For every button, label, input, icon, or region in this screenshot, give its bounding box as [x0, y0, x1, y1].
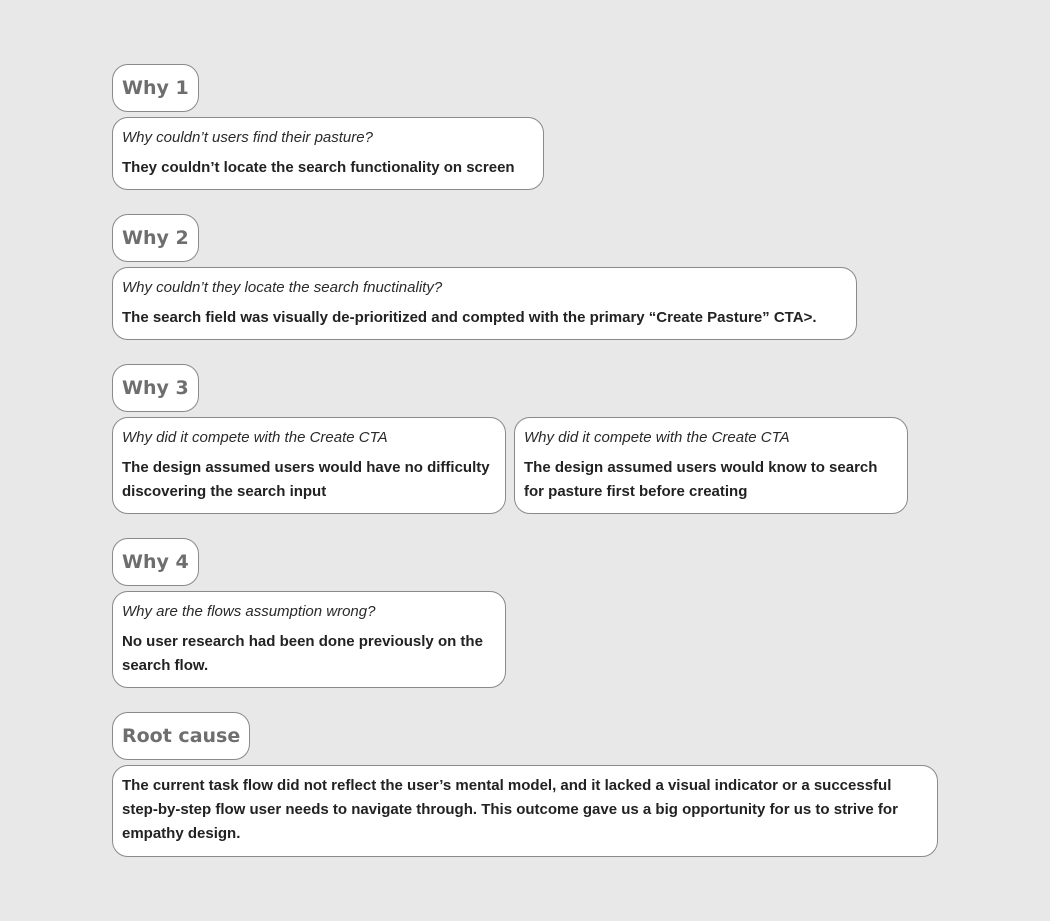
why-4-card [112, 591, 506, 688]
why-4-answer: No user research had been done previously on the search flow. [122, 633, 483, 674]
why-3a-answer: The design assumed users would have no difficulty discovering the search input [122, 459, 490, 500]
why-1-card [112, 117, 544, 190]
why-2-answer: The search field was visually de-prioritized and compted with the primary “Create Pasture” CTA>. [122, 309, 817, 326]
why-3-card-b [514, 417, 908, 514]
root-cause-text: The current task flow did not reflect the user’s mental model, and it lacked a visual indicator or a successful step-by-step flow user needs to navigate through. This outcome gave us a big opportunity for us to strive for empathy design. [122, 777, 898, 842]
why-2-question: Why couldn’t they locate the search fnuctinality? [122, 279, 443, 296]
why-3-label: Why 3 [112, 364, 199, 412]
why-1-label: Why 1 [112, 64, 199, 112]
why-3a-question: Why did it compete with the Create CTA [122, 429, 388, 446]
why-3b-question: Why did it compete with the Create CTA [524, 429, 790, 446]
why-3-card-a [112, 417, 506, 514]
why-3b-answer: The design assumed users would know to search for pasture first before creating [524, 459, 878, 500]
why-1-answer: They couldn’t locate the search functionality on screen [122, 159, 515, 176]
root-cause-card [112, 765, 938, 857]
root-cause-label: Root cause [112, 712, 250, 760]
why-2-card [112, 267, 857, 340]
why-2-label: Why 2 [112, 214, 199, 262]
why-4-question: Why are the flows assumption wrong? [122, 603, 376, 620]
why-4-label: Why 4 [112, 538, 199, 586]
why-1-question: Why couldn’t users find their pasture? [122, 129, 373, 146]
